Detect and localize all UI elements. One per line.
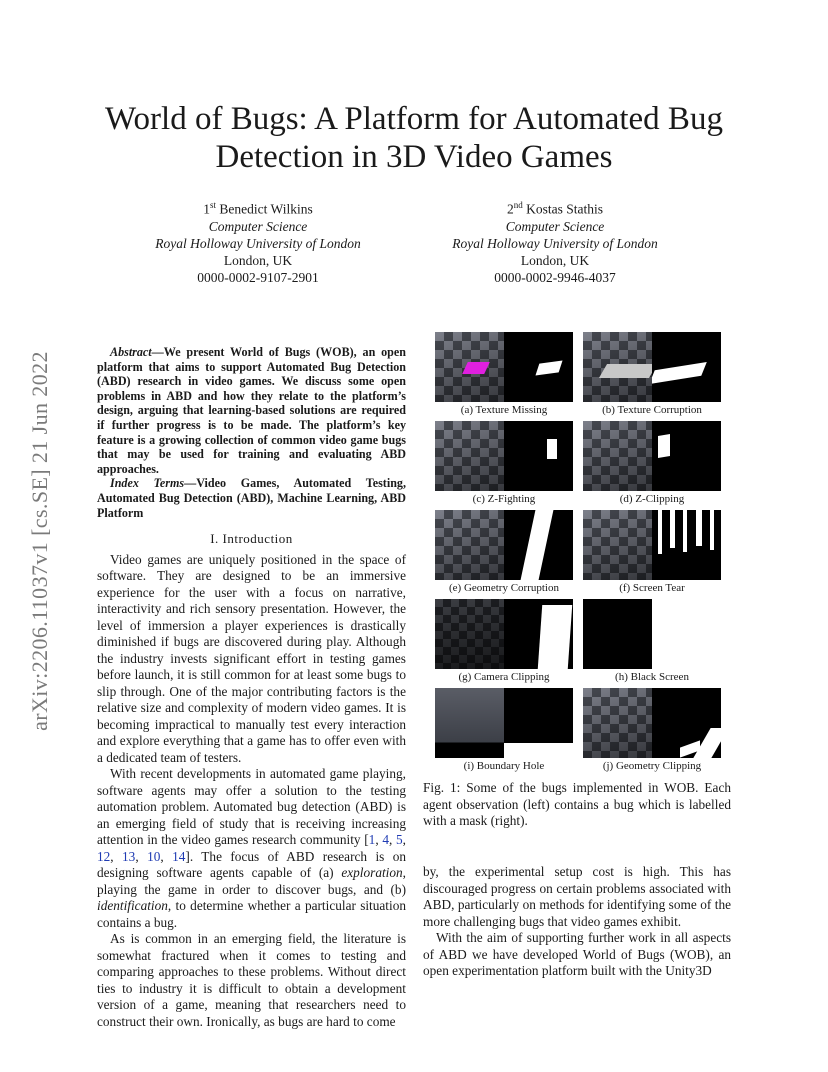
- panel-caption: (d) Z-Clipping: [619, 493, 685, 505]
- index-terms: Index Terms—Video Games, Automated Testing, Automated Bug Detection (ABD), Machine Learning, ABD Platform: [97, 476, 406, 520]
- agent-observation-image: [583, 421, 652, 491]
- agent-observation-image: [435, 510, 504, 580]
- author-block-1: [108, 197, 408, 286]
- author-institution: Royal Holloway University of London: [155, 235, 361, 251]
- agent-observation-image: [583, 332, 652, 402]
- author-location: London, UK: [520, 252, 590, 268]
- panel-caption: (b) Texture Corruption: [602, 404, 702, 416]
- figure-panel-h: [583, 599, 721, 683]
- figure-panel-i: [435, 688, 573, 772]
- abstract: Abstract—We present World of Bugs (WOB), an open platform that aims to support Automated Bug Detection (ABD) research in video games. We discuss some open problems in ABD and how they relate to the platform’s design, arguing that learning-based solutions are required if further progress is to be made. The platform’s key feature is a growing collection of common video game bugs that may be used for training and evaluating ABD approaches.: [97, 345, 406, 476]
- left-column: [97, 345, 406, 1030]
- panel-caption: (c) Z-Fighting: [472, 493, 536, 505]
- author-block-2: [405, 197, 705, 286]
- bug-mask-image: [652, 421, 721, 491]
- figure-panel-g: [435, 599, 573, 683]
- intro-paragraph-3: As is common in an emerging field, the literature is somewhat fractured when it comes to testing and comparing approaches to these problems. Without direct ties to industry it is difficult to obtain a development version of a game, meaning that researchers need to construct their own. Ironically, as bugs are hard to come: [97, 931, 406, 1029]
- author-name-line: 2nd Kostas Stathis: [506, 200, 603, 217]
- bug-mask-image: [504, 421, 573, 491]
- right-paragraph-1: by, the experimental setup cost is high. This has discouraged progress on certain problems associated with ABD, particularly on methods for identifying some of the more challenging bugs that video games exhibit.: [423, 864, 731, 929]
- author-dept: Computer Science: [208, 218, 308, 234]
- panel-caption: (j) Geometry Clipping: [602, 760, 702, 772]
- author-name-line: 1st Benedict Wilkins: [203, 200, 313, 217]
- panel-caption: (e) Geometry Corruption: [449, 582, 559, 594]
- figure-panel-a: [435, 332, 573, 416]
- citation-link[interactable]: 10: [147, 848, 161, 864]
- arxiv-stamp: arXiv:2206.11037v1 [cs.SE] 21 Jun 2022: [27, 351, 52, 731]
- citation-link[interactable]: 12: [97, 848, 111, 864]
- author-institution: Royal Holloway University of London: [452, 235, 658, 251]
- agent-observation-image: [435, 688, 504, 758]
- citation-link[interactable]: 14: [172, 848, 186, 864]
- bug-mask-image: [504, 599, 573, 669]
- figure-panel-j: [583, 688, 721, 772]
- title-line-1: World of Bugs: A Platform for Automated Bug: [105, 101, 723, 137]
- section-heading: I. Introduction: [210, 531, 293, 547]
- author-name: Kostas Stathis: [526, 201, 603, 217]
- citation-link[interactable]: 13: [122, 848, 136, 864]
- citation-link[interactable]: 4: [382, 832, 389, 848]
- panel-caption: (i) Boundary Hole: [463, 760, 545, 772]
- panel-caption: (h) Black Screen: [615, 671, 689, 683]
- right-paragraph-2: With the aim of supporting further work in all aspects of ABD we have developed World of Bugs (WOB), an open experimentation platform built with the Unity3D: [423, 930, 731, 978]
- citation-link[interactable]: 5: [396, 832, 403, 848]
- intro-paragraph-1: Video games are uniquely positioned in the space of software. They are designed to be an immersive experience for the user with a focus on narrative, interactivity and rich sensory presentation. However, the level of immersion a player experiences is drastically diminished if bugs are discovered during play. Although the industry invests significant effort in testing games before launch, it is still common for at least some bugs to slip through. One of the major contributing factors is the relative size and complexity of modern video games. It is becoming impractical to manually test every interaction and explore everything that a game has to offer even with a dedicated team of testers.: [97, 551, 406, 765]
- panel-caption: (a) Texture Missing: [460, 404, 548, 416]
- agent-observation-image: [435, 421, 504, 491]
- right-column: [423, 864, 731, 980]
- figure-panel-f: [583, 510, 721, 594]
- author-location: London, UK: [223, 252, 293, 268]
- author-name: Benedict Wilkins: [219, 201, 313, 217]
- author-dept: Computer Science: [505, 218, 605, 234]
- bug-mask-image: [504, 332, 573, 402]
- bug-mask-image: [652, 510, 721, 580]
- figure-panel-b: [583, 332, 721, 416]
- bug-mask-image: [652, 599, 721, 669]
- intro-paragraph-2: With recent developments in automated game playing, software agents may offer a solution to the testing automation problem. Automated bug detection (ABD) is an emerging field of study that is receiving increasing attention in the video games research community [1, 4, 5, 12, 13, 10, 14]. The focus of ABD research is on designing software agents capable of (a) exploration, playing the game in order to discover bugs, and (b) identification, to determine whether a particular situation contains a bug.: [97, 766, 407, 930]
- figure-caption: Fig. 1: Some of the bugs implemented in WOB. Each agent observation (left) contains a bug which is labelled with a mask (right).: [423, 780, 731, 828]
- panel-caption: (g) Camera Clipping: [458, 671, 550, 683]
- panel-caption: (f) Screen Tear: [619, 582, 685, 594]
- agent-observation-image: [435, 332, 504, 402]
- author-orcid: 0000-0002-9107-2901: [197, 269, 319, 285]
- author-orcid: 0000-0002-9946-4037: [494, 269, 616, 285]
- citation-link[interactable]: 1: [368, 832, 376, 848]
- figure-panel-e: [435, 510, 573, 594]
- agent-observation-image: [583, 688, 652, 758]
- bug-mask-image: [652, 332, 721, 402]
- agent-observation-image: [435, 599, 504, 669]
- bug-mask-image: [652, 688, 721, 758]
- figure-panel-d: [583, 421, 721, 505]
- agent-observation-image: [583, 599, 652, 669]
- figure-panel-c: [435, 421, 573, 505]
- bug-mask-image: [504, 510, 573, 580]
- agent-observation-image: [583, 510, 652, 580]
- bug-mask-image: [504, 688, 573, 758]
- title-line-2: Detection in 3D Video Games: [215, 139, 613, 175]
- paper-title: [60, 100, 768, 176]
